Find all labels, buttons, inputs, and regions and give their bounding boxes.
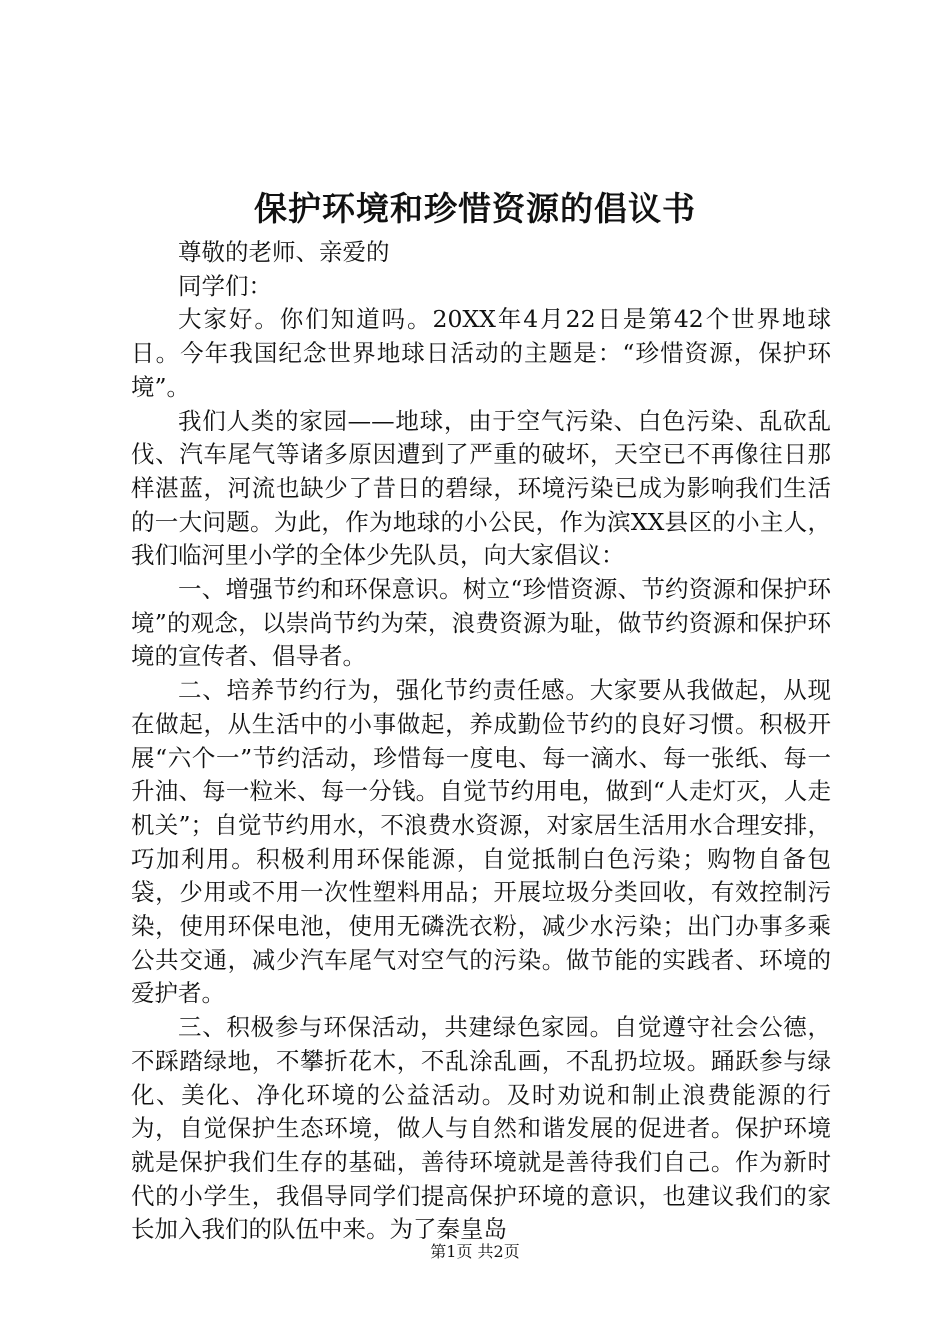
paragraph-background: 我们人类的家园——地球，由于空气污染、白色污染、乱砍乱伐、汽车尾气等诸多原因遭到了严重的破坏，天空已不再像往日那样湛蓝，河流也缺少了昔日的碧绿，环境污染已成为影响我们生活的一大问题。为此，作为地球的小公民，作为滨XX县区的小主人，我们临河里小学的全体少先队员，向大家倡议： bbox=[131, 406, 831, 570]
page-footer: 第1页 共2页 bbox=[430, 1242, 520, 1261]
paragraph-greeting: 大家好。你们知道吗。20XX年4月22日是第42个世界地球日。今年我国纪念世界地球日活动的主题是：“珍惜资源，保护环境”。 bbox=[131, 305, 831, 401]
paragraph-proposal-3: 三、积极参与环保活动，共建绿色家园。自觉遵守社会公德，不踩踏绿地，不攀折花木，不乱涂乱画，不乱扔垃圾。踊跃参与绿化、美化、净化环境的公益活动。及时劝说和制止浪费能源的行为，自觉保护生态环境，做人与自然和谐发展的促进者。保护环境就是保护我们生存的基础，善待环境就是善待我们自己。作为新时代的小学生，我倡导同学们提高保护环境的意识，也建议我们的家长加入我们的队伍中来。为了秦皇岛 bbox=[131, 1013, 831, 1244]
paragraph-proposal-2: 二、培养节约行为，强化节约责任感。大家要从我做起，从现在做起，从生活中的小事做起，养成勤俭节约的良好习惯。积极开展“六个一”节约活动，珍惜每一度电、每一滴水、每一张纸、每一升油、每一粒米、每一分钱。自觉节约用电，做到“人走灯灭，人走机关”；自觉节约用水，不浪费水资源，对家居生活用水合理安排，巧加利用。积极利用环保能源，自觉抵制白色污染；购物自备包袋，少用或不用一次性塑料用品；开展垃圾分类回收，有效控制污染，使用环保电池，使用无磷洗衣粉，减少水污染；出门办事多乘公共交通，减少汽车尾气对空气的污染。做节能的实践者、环境的爱护者。 bbox=[131, 676, 831, 1008]
document-title: 保护环境和珍惜资源的倡议书 bbox=[254, 189, 696, 228]
salutation-line-2: 同学们： bbox=[178, 271, 272, 300]
document-body bbox=[131, 236, 831, 1247]
salutation-line-1: 尊敬的老师、亲爱的 bbox=[178, 238, 390, 266]
paragraph-proposal-1: 一、增强节约和环保意识。树立“珍惜资源、节约资源和保护环境”的观念，以崇尚节约为荣，浪费资源为耻，做节约资源和保护环境的宣传者、倡导者。 bbox=[131, 575, 831, 671]
